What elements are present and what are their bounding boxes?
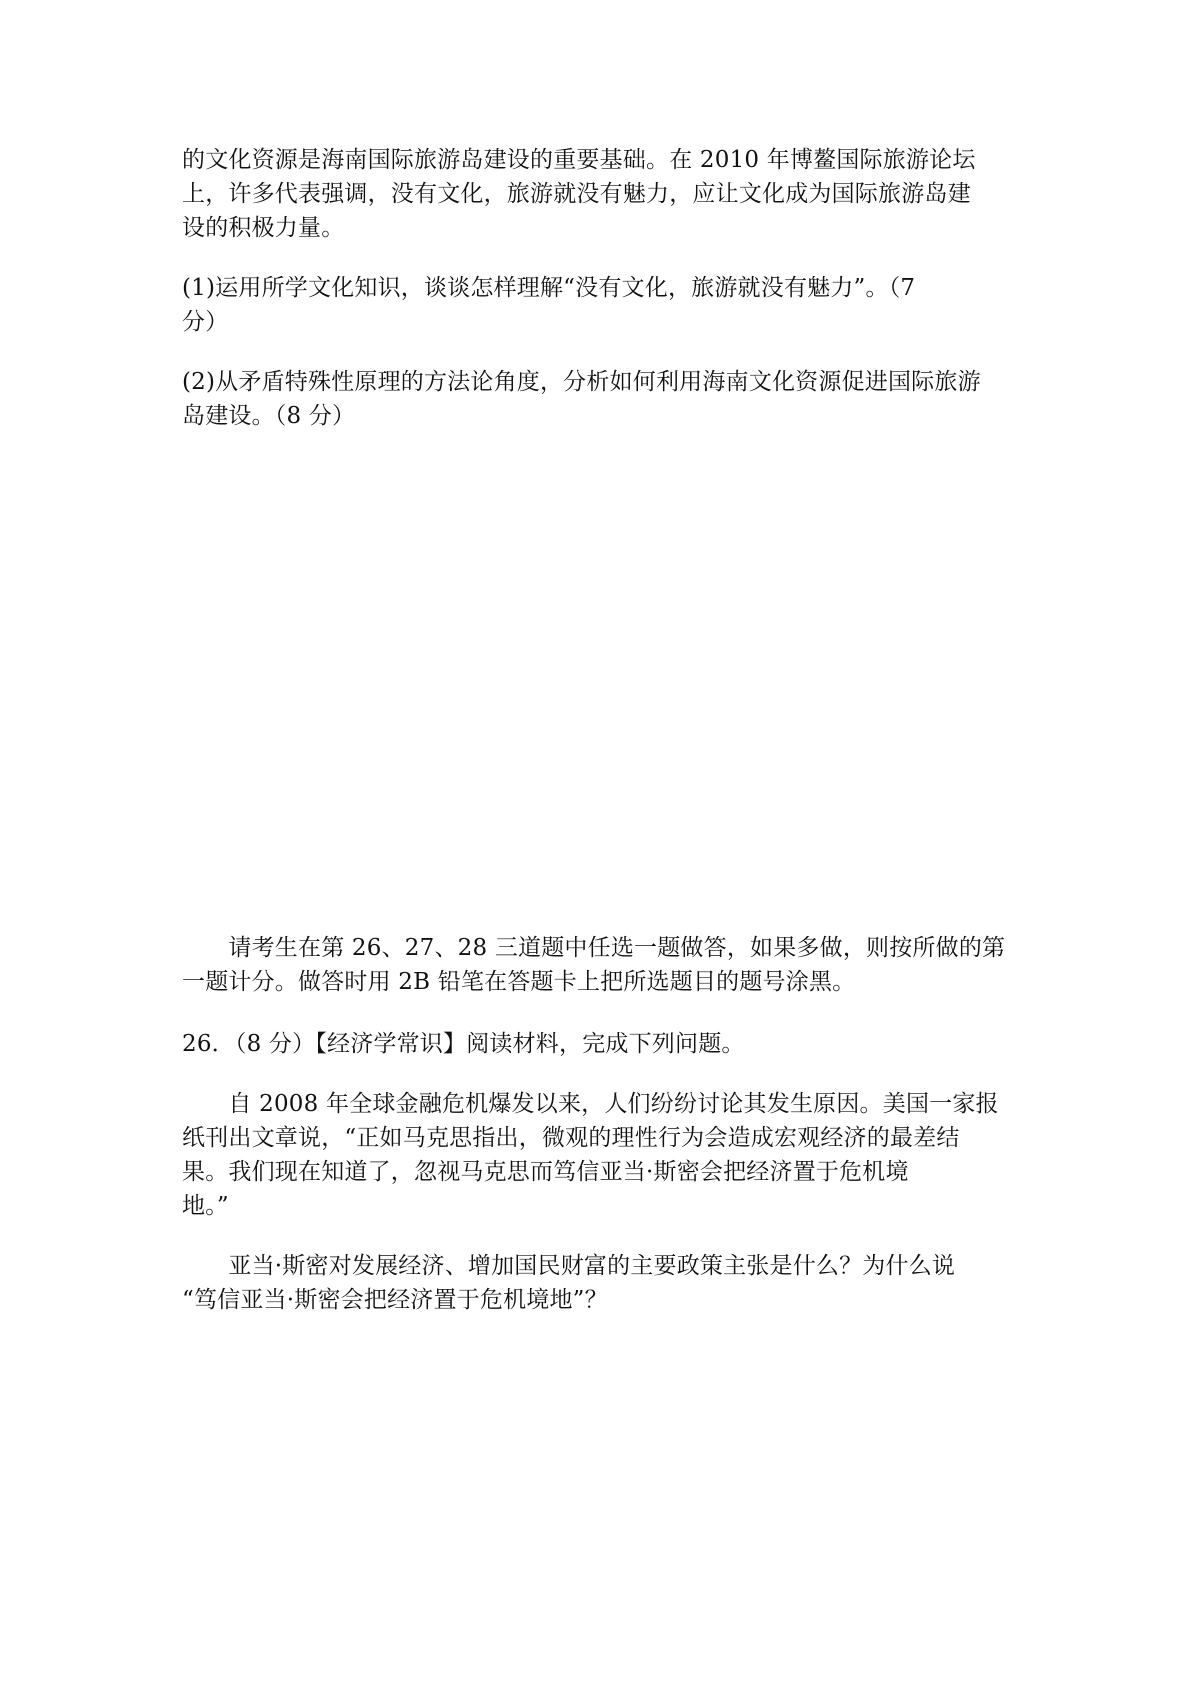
material-line-1: 的文化资源是海南国际旅游岛建设的重要基础。在 2010 年博鳌国际旅游论坛	[182, 147, 976, 173]
question-26-heading: 26．（8 分）【经济学常识】阅读材料，完成下列问题。	[182, 1031, 745, 1057]
question-26-prompt-line-2: “笃信亚当·斯密会把经济置于危机境地”？	[182, 1287, 608, 1313]
instructions-line-1: 请考生在第 26、27、28 三道题中任选一题做答，如果多做，则按所做的第	[182, 935, 1006, 961]
question-1-line-2: 分）	[182, 309, 229, 335]
question-2-line-2: 岛建设。（8 分）	[182, 403, 356, 429]
instructions-line-2: 一题计分。做答时用 2B 铅笔在答题卡上把所选题目的题号涂黑。	[182, 969, 856, 995]
passage-line-1: 自 2008 年全球金融危机爆发以来，人们纷纷讨论其发生原因。美国一家报	[182, 1091, 999, 1117]
question-2-line-1: (2)从矛盾特殊性原理的方法论角度，分析如何利用海南文化资源促进国际旅游	[182, 369, 981, 395]
material-line-2: 上，许多代表强调，没有文化，旅游就没有魅力，应让文化成为国际旅游岛建	[182, 181, 971, 207]
material-line-3: 设的积极力量。	[182, 215, 345, 241]
passage-line-2: 纸刊出文章说，“正如马克思指出，微观的理性行为会造成宏观经济的最差结	[182, 1125, 960, 1151]
passage-line-4: 地。”	[182, 1193, 229, 1219]
passage-line-3: 果。我们现在知道了，忽视马克思而笃信亚当·斯密会把经济置于危机境	[182, 1159, 909, 1185]
question-26-prompt-line-1: 亚当·斯密对发展经济、增加国民财富的主要政策主张是什么？为什么说	[182, 1253, 956, 1279]
question-1-line-1: (1)运用所学文化知识，谈谈怎样理解“没有文化，旅游就没有魅力”。（7	[182, 275, 916, 301]
